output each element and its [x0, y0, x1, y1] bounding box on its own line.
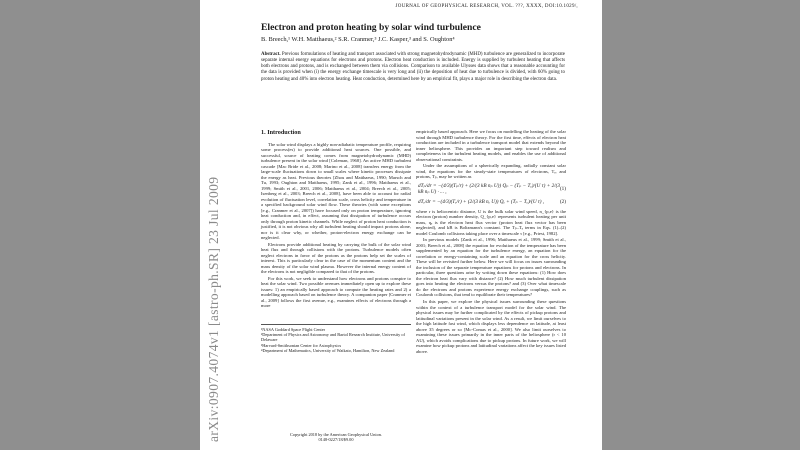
- footnote: ¹NASA Goddard Space Flight Center: [261, 327, 326, 332]
- equation-body: dTₑ/dr = −(4/3)(Tₑ/r) + (2/(3 kB nₑ U)) Qₑ + (Tₚ − Tₑ)/(U τ) ,: [418, 198, 545, 205]
- paper-page: [200, 0, 602, 450]
- paragraph: For this work, we seek to understand how electrons and protons conspire to heat the solar wind. Two possible avenues immediately open up to explore these issues: 1) an empirically based approach to compute the heating rates and 2) a modelling approach based on turbulence theory. A companion paper [Cranmer et al., 2009] follows the first avenue, e.g., examines effects of electrons through a more: [261, 275, 411, 309]
- equation-number: (1): [559, 185, 566, 192]
- copyright-notice: [261, 432, 411, 442]
- section-heading: 1. Introduction: [261, 129, 301, 136]
- journal-header: JOURNAL OF GEOPHYSICAL RESEARCH, VOL. ???, XXXX, DOI:10.1029/,: [395, 4, 578, 9]
- paragraph: where r is heliocentric distance, U is the bulk solar wind speed, n_{p,e} is the electron (proton) number density, Q_{p,e} represents turbulent heating per unit mass, qₑ is the electron heat flux vector (proton heat flux vector has been neglected), and kB is Boltzmann's constant. The Tₚ–Tₑ terms in Eqs. (1)–(2) model Coulomb collisions taking place over a timescale τ [e.g., Priest, 1982].: [416, 208, 566, 236]
- abstract-label: Abstract.: [261, 52, 281, 57]
- paragraph: In this paper, we explore the physical issues surrounding these questions within the context of a turbulence transport model for the solar wind. The physical issues may be further complicated by the effects of pickup protons and latitudinal variations present in the solar wind. As a result, we limit ourselves to the high latitude fast wind, which displays less dependence on latitude, at least above 35 degrees or so [Mc-Comas et al., 2000]. We also limit ourselves to examining these issues primarily in the inner parts of the heliosphere (r < 10 AU), which avoids complications due to pickup protons. In future work, we will examine how pickup protons and latitudinal variations affect the key issues listed above.: [416, 299, 566, 354]
- author-list: B. Breech,¹ W.H. Matthaeus,² S.R. Cranmer,³ J.C. Kasper,³ and S. Oughton⁴: [261, 36, 455, 43]
- paragraph: The solar wind displays a highly non-adiabatic temperature profile, requiring some process(es) to provide additional heat sources. One possible, and successful, source of heating comes from magnetohydrodynamic (MHD) turbulence present in the solar wind [Coleman, 1968]. An active MHD turbulent cascade [Mac Bride et al., 2008; Marino et al., 2008] transfers energy from the large-scale fluctuations down to small scales where kinetic processes dissipate the energy as heat. Previous theories [Zhou and Matthaeus, 1990; Marsch and Tu, 1993; Oughton and Matthaeus, 1995; Zank et al., 1996; Matthaeus et al., 1999; Smith et al., 2001, 2006; Matthaeus et al., 2004; Breech et al., 2005; Isenberg et al., 2003; Breech et al., 2008], have been able to account for radial evolution of fluctuation level, correlation scale, cross helicity and temperature in a specified background solar wind flow. These theories (with some exceptions [e.g., Cranmer et al., 2007]) have focused only on proton temperature, ignoring heat conduction and, in effect, assuming that dissipation of turbulence occurs only through proton kinetic channels. While neglect of proton heat conduction is justified, it is not obvious why all turbulent heating should impact protons alone, nor is it clear why, or whether, proton-electron energy exchange can be neglected.: [261, 141, 411, 240]
- paragraph: Electrons provide additional heating by carrying the bulk of the solar wind heat flux and through collisions with the protons. Turbulence models often neglect electrons in favor of the protons as the protons help set the scales of interest. This is particularly clear in the case of the momentum content and the mass density of the solar wind plasma. However the internal energy content of the electrons is not negligible compared to that of the protons.: [261, 241, 411, 275]
- copyright-text: Copyright 2018 by the American Geophysical Union.: [289, 432, 382, 437]
- left-column: [261, 128, 411, 310]
- paragraph: empirically based approach. Here we focus on modelling the heating of the solar wind through MHD turbulence theory. For the first time, effects of electron heat conduction are included in a turbulence transport model that extends beyond the inner heliosphere. This provides an important step toward realism and completeness in the turbulent heating models, and enables the use of additional observational constraints.: [416, 129, 566, 162]
- equation-body: dTₚ/dr = −(4/3)(Tₚ/r) + (2/(3 kB nₚ U)) Qₚ − (Tₚ − Tₑ)/(U τ) + 2/(3 kB nₚ U) · ... ,: [418, 182, 560, 195]
- footnote: ³Harvard-Smithsonian Center for Astrophysics: [261, 342, 342, 348]
- footnote: ²Department of Physics and Astronomy and Bartol Research Institute, University of Delaware: [261, 332, 405, 343]
- equation-2: [418, 199, 566, 205]
- paragraph: Under the assumptions of a spherically expanding, radially constant solar wind, the equations for the steady-state temperatures of electrons, Tₑ, and protons, Tₚ, may be written as: [416, 163, 566, 180]
- right-column: [416, 129, 566, 355]
- abstract: [261, 52, 565, 83]
- equation-number: (2): [559, 198, 566, 205]
- abstract-text: Previous formulations of heating and transport associated with strong magnetohydrodynamic (MHD) turbulence are generalized to incorporate separate internal energy equations for electrons and protons. Electron heat conduction is included. Energy is supplied by turbulent heating that affects both electrons and protons, and is exchanged between them via collisions. Comparison to available Ulysses data shows that a reasonable accounting for the data is provided when (i) the energy exchange timescale is very long and (ii) the deposition of heat due to turbulence is divided, with 60% going to proton heating and 40% into electron heating. Heat conduction, determined here by an empirical fit, plays a major role in describing the electron data.: [261, 52, 565, 82]
- equation-1: [418, 183, 566, 195]
- paragraph: In previous models [Zank et al., 1996; Matthaeus et al., 1999; Smith et al., 2001; Breech et al., 2008] the equation for evolution of the temperature has been supplemented by an equation for the turbulence energy, an equation for the correlation or energy-containing scale and an equation for the cross helicity. These will be revisited further below. Here we will focus on issues surrounding the inclusion of the separate temperature equations for protons and electrons. In particular, three questions arise by writing down these equations: (1) How does the electron heat flux vary with distance? (2) How much turbulent dissipation goes into heating the electrons versus the protons? and (3) Over what timescale do the electrons and protons experience energy exchange couplings, such as Coulomb collisions, that tend to equilibrate their temperatures?: [416, 237, 566, 298]
- footnotes: [261, 324, 411, 353]
- issn-text: 0148-0227/18/$9.00: [318, 437, 354, 443]
- footnote: ⁴Department of Mathematics, University of Waikato, Hamilton, New Zealand: [261, 347, 395, 353]
- paper-title: Electron and proton heating by solar wind turbulence: [261, 22, 481, 33]
- arxiv-identifier: arXiv:0907.4074v1 [astro-ph.SR] 23 Jul 2009: [206, 176, 221, 442]
